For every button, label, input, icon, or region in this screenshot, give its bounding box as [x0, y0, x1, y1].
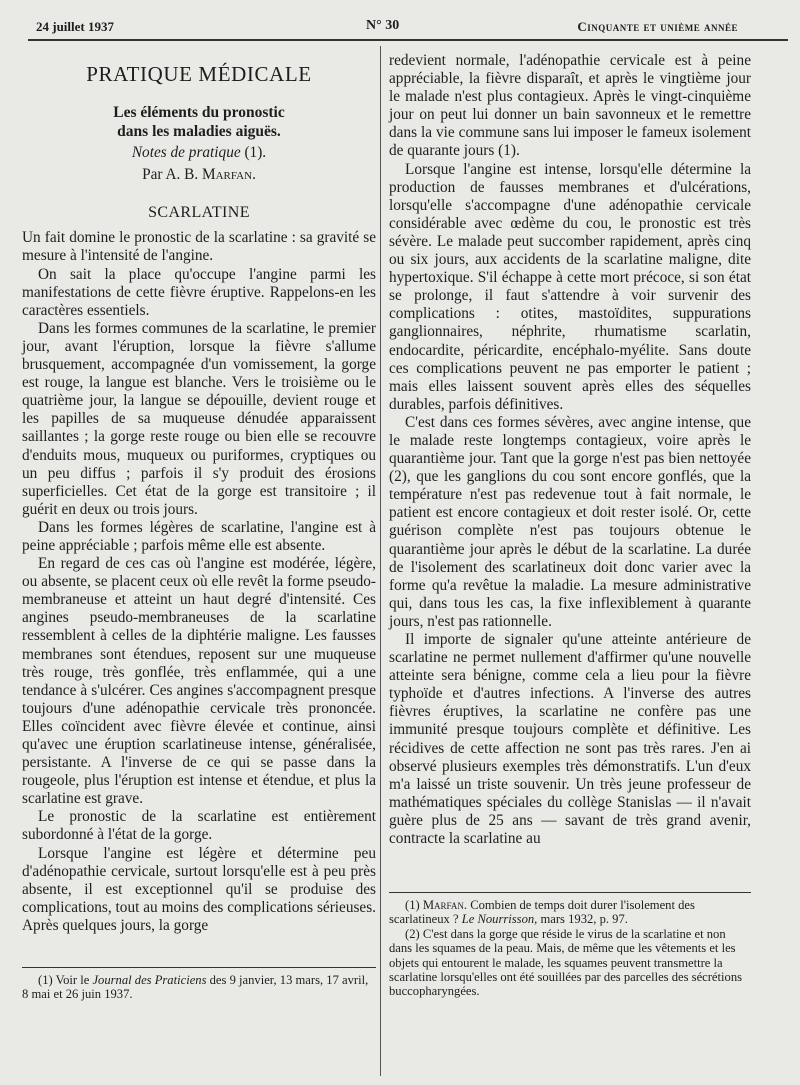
left-column: [22, 52, 376, 935]
author-suffix: .: [252, 166, 256, 184]
disease-heading: SCARLATINE: [148, 204, 250, 222]
header-year: Cinquante et unième année: [577, 19, 738, 34]
paragraph: Le pronostic de la scarlatine est entièrement subordonné à l'état de la gorge.: [22, 808, 376, 844]
section-title: PRATIQUE MÉDICALE: [86, 62, 312, 86]
footnote-1: [389, 898, 751, 927]
column-divider: [380, 46, 381, 1076]
article-title-line-2: dans les maladies aiguës.: [117, 123, 281, 141]
footnote-journal: Journal des Praticiens: [92, 973, 207, 987]
footnote-text: (1): [405, 898, 423, 912]
paragraph: Dans les formes communes de la scarlatine, le premier jour, avant l'éruption, lorsque la fièvre s'allume brusquement, accompagnée d'un vomissement, la gorge est rouge, la langue est blanche. Vers le troisième ou le quatrième jour, la langue se dépouille, devient rouge et les papilles de sa muqueuse dénudée apparaissent saillantes ; la gorge reste rouge ou bien elle se recouvre d'enduits mous, muqueux ou puriformes, cryptiques ou un peu diffus ; parfois il s'y produit des érosions superficielles. Cet état de la gorge est transitoire ; il guérit en deux ou trois jours.: [22, 319, 376, 518]
right-footnotes: [389, 883, 751, 999]
footnote-text: (1) Voir le: [38, 973, 93, 987]
right-column: [389, 52, 751, 848]
subtitle-ref: (1).: [240, 144, 267, 162]
header-rule: [28, 39, 788, 41]
footnote-author: Marfan: [422, 898, 464, 912]
article-subtitle: [22, 144, 376, 162]
author-name: Marfan: [202, 166, 253, 184]
paragraph: Lorsque l'angine est intense, lorsqu'elle détermine la production de fausses membranes et d'ulcérations, lorsqu'elle s'accompagne d'une adénopathie cervicale considérable avec œdème du cou, le pronostic est très sévère. Le malade peut succomber rapidement, après cinq ou six jours, aux accidents de la scarlatine maligne, dite hypertoxique. S'il échappe à cette mort précoce, si son état se prolonge, il faut s'attendre à voir survenir des complications : otites, mastoïdites, suppurations ganglionnaires, néphrite, rhumatisme scarlatin, endocardite, péricardite, encéphalo-myélite. Sans doute ces complications peuvent ne pas emporter le patient ; mais elles laissent souvent après elles des séquelles durables, parfois définitives.: [389, 160, 751, 413]
article-title-line-1: Les éléments du pronostic: [113, 104, 285, 122]
footnote-text: , mars 1932, p. 97.: [534, 912, 628, 927]
paragraph: En regard de ces cas où l'angine est modérée, légère, ou absente, se placent ceux où elle revêt la forme pseudo-membraneuse et atteint un haut degré d'intensité. Ces angines pseudo-membraneuses de la scarlatine ressemblent à celles de la diphtérie maligne. Les fausses membranes sont étendues, reposent sur une muqueuse très rouge, très gonflée, très enflammée, qui a une tendance à s'ulcérer. Ces angines s'accompagnent presque toujours d'une adénopathie cervicale très prononcée. Elles coïncident avec fièvre élevée et continue, ainsi qu'avec une éruption scarlatineuse intense, généralisée, persistante. A l'inverse de ce qui se passe dans la rougeole, plus l'éruption est intense et étendue, et plus la scarlatine est grave.: [22, 555, 376, 808]
footnote-journal: Le Nourrisson: [461, 912, 535, 927]
footnote-2: (2) C'est dans la gorge que réside le virus de la scarlatine et non dans les squames de la peau. Mais, de même que les vêtements et les objets qui entourent le malade, les squames peuvent transmettre la scarlatine lorsqu'elles ont été souillées par des parcelles des sécrétions buccopharyngées.: [389, 926, 743, 999]
paragraph: Lorsque l'angine est légère et détermine peu d'adénopathie cervicale, surtout lorsqu'elle est à peu près absente, il est exceptionnel qu'il se produise des complications, tout au moins des complications sérieuses. Après quelques jours, la gorge: [22, 844, 376, 934]
header-issue-number: N° 30: [366, 18, 400, 33]
footnote-1: [22, 973, 376, 1002]
footnote-text: . Combien de temps doit durer l'isolement des scarlatineux ?: [389, 898, 695, 927]
article-title: [22, 103, 376, 141]
footnote-rule: [22, 967, 376, 968]
paragraph: On sait la place qu'occupe l'angine parmi les manifestations de cette fièvre éruptive. Rappelons-en les caractères essentiels.: [22, 265, 376, 319]
subtitle-text: Notes de pratique: [131, 144, 241, 162]
author-prefix: Par A. B.: [142, 166, 202, 184]
header-date: 24 juillet 1937: [36, 19, 114, 34]
running-header: [28, 16, 788, 38]
left-footnotes: [22, 958, 376, 1002]
footnote-text: des 9 janvier, 13 mars, 17 avril, 8 mai et 26 juin 1937.: [22, 973, 369, 1002]
article-author: [22, 166, 376, 184]
paragraph: C'est dans ces formes sévères, avec angine intense, que le malade reste longtemps contagieux, voire après le quarantième jour. Tant que la gorge n'est pas bien nettoyée (2), que les ganglions du cou sont encore gonflés, que la température n'est pas redevenue tout à fait normale, le patient est encore contagieux et doit rester isolé. Or, cette guérison complète n'est pas toujours obtenue le quarantième jour après le début de la scarlatine. La durée de l'isolement des scarlatineux doit donc varier avec la forme qu'a revêtue la maladie. La mesure administrative qui, dans tous les cas, la fixe inflexiblement à quarante jours, n'est pas rationnelle.: [389, 413, 751, 630]
paragraph: Il importe de signaler qu'une atteinte antérieure de scarlatine ne permet nullement d'affirmer qu'une nouvelle atteinte sera bénigne, comme cela a lieu pour la fièvre typhoïde et d'autres infections. A l'inverse des autres fièvres éruptives, la scarlatine ne confère pas une immunité presque toujours complète et définitive. Les récidives de cette affection ne sont pas très rares. J'en ai observé plusieurs exemples très démonstratifs. L'un d'eux m'a laissé un triste souvenir. Un très jeune professeur de mathématiques spéciales du collège Stanislas — il n'avait guère plus de 25 ans — savant de très grand avenir, contracte la scarlatine au: [389, 631, 751, 848]
footnote-rule: [389, 892, 751, 893]
paragraph: redevient normale, l'adénopathie cervicale est à peine appréciable, la fièvre disparaît, et après le vingtième jour le malade n'est plus contagieux. Après le vingt-cinquième jour on peut lui donner un bain savonneux et le remettre dans la vie commune sans lui imposer le fameux isolement de quarante jours (1).: [389, 52, 751, 160]
paragraph: Un fait domine le pronostic de la scarlatine : sa gravité se mesure à l'intensité de l'angine.: [22, 229, 376, 265]
paragraph: Dans les formes légères de scarlatine, l'angine est à peine appréciable ; parfois même elle est absente.: [22, 518, 376, 554]
